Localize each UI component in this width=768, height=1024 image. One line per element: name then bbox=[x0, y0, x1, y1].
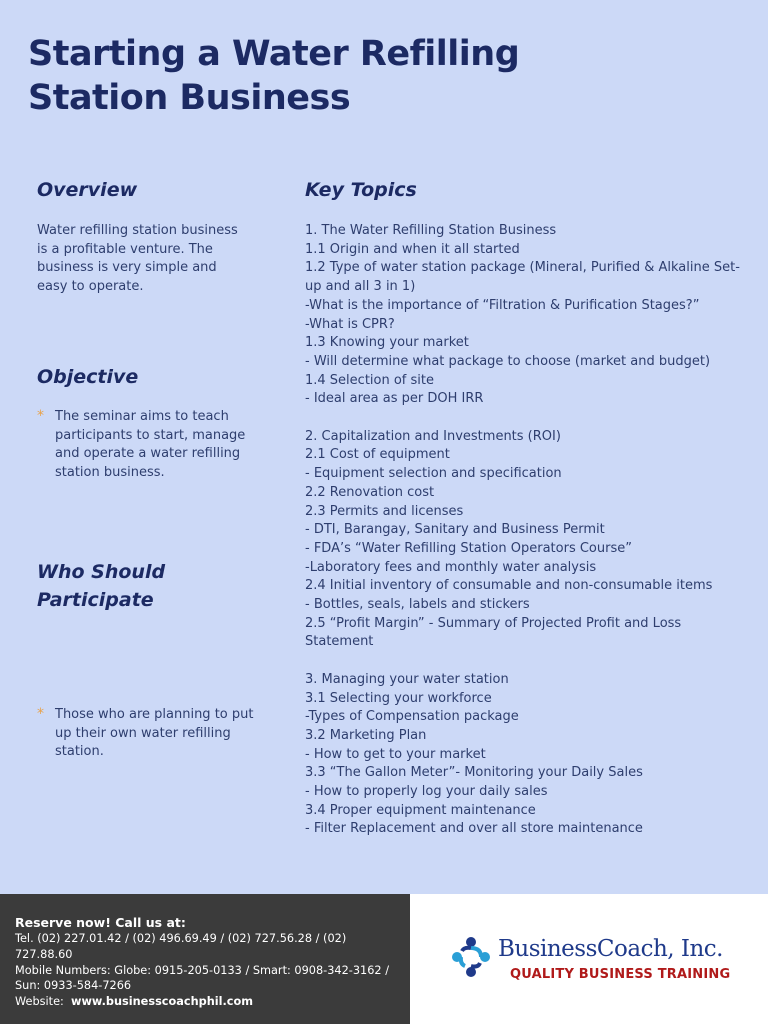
key-topics-heading: Key Topics bbox=[305, 179, 417, 201]
topic-line: 3.2 Marketing Plan bbox=[305, 727, 427, 743]
topic-line: - Ideal area as per DOH IRR bbox=[305, 391, 484, 407]
topic-line: - FDA’s “Water Refilling Station Operators Course” bbox=[305, 540, 632, 556]
topic-line: 2.2 Renovation cost bbox=[305, 484, 435, 500]
company-tagline: QUALITY BUSINESS TRAINING bbox=[510, 967, 731, 982]
topic-line: -What is the importance of “Filtration & Purification Stages?” bbox=[305, 297, 700, 313]
topic-line: 2.1 Cost of equipment bbox=[305, 447, 450, 463]
people-circle-icon bbox=[448, 934, 494, 980]
topic-spacer bbox=[305, 652, 745, 671]
website-label: Website: bbox=[15, 995, 64, 1009]
logo-panel bbox=[410, 894, 768, 1024]
topic-line: -What is CPR? bbox=[305, 316, 395, 332]
topic-line: 2.4 Initial inventory of consumable and non-consumable items bbox=[305, 578, 713, 594]
topic-line: 2.5 “Profit Margin” - Summary of Projected Profit and Loss Statement bbox=[305, 615, 682, 650]
topic-line: 1.2 Type of water station package (Mineral, Purified & Alkaline Set-up and all 3 in 1) bbox=[305, 260, 740, 295]
topic-line: - Equipment selection and specification bbox=[305, 466, 562, 482]
who-text: Those who are planning to put up their own water refilling station. bbox=[55, 706, 254, 760]
topic-line: - Will determine what package to choose (market and budget) bbox=[305, 353, 711, 369]
topic-line: 2. Capitalization and Investments (ROI) bbox=[305, 428, 561, 444]
topic-line: 1.1 Origin and when it all started bbox=[305, 241, 520, 257]
topic-line: 3.4 Proper equipment maintenance bbox=[305, 802, 536, 818]
topic-line: 2.3 Permits and licenses bbox=[305, 503, 464, 519]
reserve-heading: Reserve now! Call us at: bbox=[15, 915, 186, 930]
topic-line: -Types of Compensation package bbox=[305, 709, 519, 725]
objective-text: The seminar aims to teach participants to start, manage and operate a water refilling station business. bbox=[55, 409, 246, 481]
topic-line: - Filter Replacement and over all store maintenance bbox=[305, 821, 643, 837]
topic-line: - How to properly log your daily sales bbox=[305, 784, 548, 800]
objective-heading: Objective bbox=[37, 366, 139, 388]
topic-line: - How to get to your market bbox=[305, 746, 486, 762]
overview-text: Water refilling station business is a profitable venture. The business is very simple and easy to operate. bbox=[37, 223, 238, 295]
topic-spacer bbox=[305, 409, 745, 428]
telephone-numbers: Tel. (02) 227.01.42 / (02) 496.69.49 / (02) 727.56.28 / (02) 727.88.60 bbox=[15, 932, 347, 961]
who-bullet bbox=[37, 706, 265, 762]
topic-line: 3.3 “The Gallon Meter”- Monitoring your Daily Sales bbox=[305, 765, 643, 781]
mobile-numbers: Mobile Numbers: Globe: 0915-205-0133 / Smart: 0908-342-3162 / Sun: 0933-584-7266 bbox=[15, 963, 390, 993]
title-line-1: Starting a Water Refilling bbox=[28, 34, 520, 74]
topic-line: 1.4 Selection of site bbox=[305, 372, 434, 388]
who-heading-line-2: Participate bbox=[37, 589, 154, 611]
topic-line: 1.3 Knowing your market bbox=[305, 335, 469, 351]
key-topics-list bbox=[305, 222, 745, 839]
page-title bbox=[28, 32, 588, 120]
topic-line: 1. The Water Refilling Station Business bbox=[305, 223, 557, 238]
asterisk-bullet-icon: * bbox=[37, 408, 44, 424]
website-line bbox=[15, 994, 396, 1010]
asterisk-bullet-icon: * bbox=[37, 705, 44, 722]
objective-bullet bbox=[37, 408, 265, 483]
title-line-2: Station Business bbox=[28, 78, 351, 118]
topic-line: - DTI, Barangay, Sanitary and Business Permit bbox=[305, 522, 605, 538]
overview-heading: Overview bbox=[37, 179, 138, 201]
topic-line: -Laboratory fees and monthly water analysis bbox=[305, 559, 597, 575]
topic-line: 3.1 Selecting your workforce bbox=[305, 690, 492, 706]
who-should-participate-heading bbox=[37, 558, 247, 614]
contact-panel bbox=[0, 894, 410, 1024]
topic-line: 3. Managing your water station bbox=[305, 671, 509, 687]
who-heading-line-1: Who Should bbox=[37, 561, 166, 583]
website-link[interactable]: www.businesscoachphil.com bbox=[71, 995, 254, 1009]
topic-line: - Bottles, seals, labels and stickers bbox=[305, 597, 530, 613]
company-name: BusinessCoach, Inc. bbox=[498, 936, 723, 962]
